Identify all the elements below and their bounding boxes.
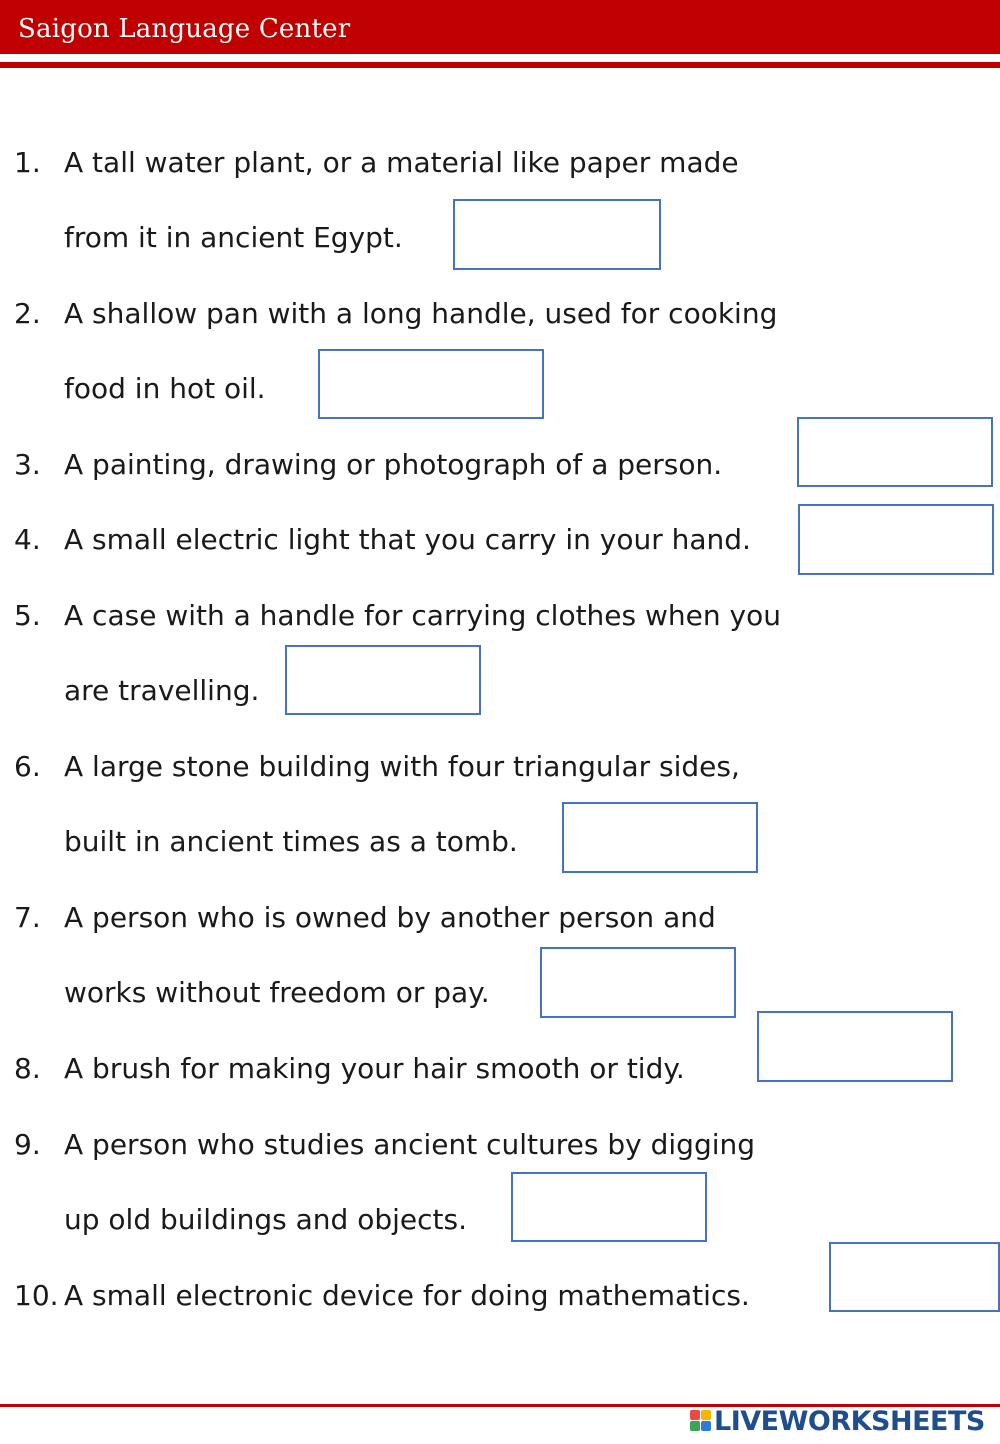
question-text: A case with a handle for carrying clothes when you [64,599,781,632]
question-text: A tall water plant, or a material like paper made [64,146,739,179]
question-text: A small electric light that you carry in your hand. [64,523,751,556]
question-number: 3. [14,448,41,481]
answer-box-4[interactable] [798,504,994,575]
question-text: A small electronic device for doing mathematics. [64,1279,750,1312]
answer-box-7[interactable] [540,947,736,1018]
question-text: up old buildings and objects. [64,1203,467,1236]
question-text: A person who is owned by another person and [64,901,716,934]
question-text: food in hot oil. [64,372,266,405]
question-number: 8. [14,1052,41,1085]
question-text: A painting, drawing or photograph of a person. [64,448,723,481]
question-text: A brush for making your hair smooth or tidy. [64,1052,685,1085]
question-text: are travelling. [64,674,260,707]
answer-box-3[interactable] [797,417,993,487]
header-title: Saigon Language Center [18,14,351,44]
liveworksheets-logo [690,1404,985,1438]
question-text: built in ancient times as a tomb. [64,825,518,858]
question-number: 4. [14,523,41,556]
question-number: 1. [14,146,41,179]
answer-box-1[interactable] [453,199,661,270]
answer-box-8[interactable] [757,1011,953,1082]
answer-box-5[interactable] [285,645,481,715]
question-number: 7. [14,901,41,934]
answer-box-9[interactable] [511,1172,707,1242]
answer-box-6[interactable] [562,802,758,873]
logo-blocks-icon [690,1410,712,1432]
question-text: A shallow pan with a long handle, used for cooking [64,297,778,330]
question-number: 2. [14,297,41,330]
logo-text: LIVEWORKSHEETS [714,1405,985,1437]
question-text: from it in ancient Egypt. [64,221,403,254]
question-text: A large stone building with four triangular sides, [64,750,740,783]
answer-box-2[interactable] [318,349,544,419]
question-text: works without freedom or pay. [64,976,490,1009]
question-number: 9. [14,1128,41,1161]
question-text: A person who studies ancient cultures by digging [64,1128,756,1161]
question-number: 5. [14,599,41,632]
header-divider [0,62,1000,68]
question-number: 10. [14,1279,59,1312]
question-number: 6. [14,750,41,783]
answer-box-10[interactable] [829,1242,1000,1312]
